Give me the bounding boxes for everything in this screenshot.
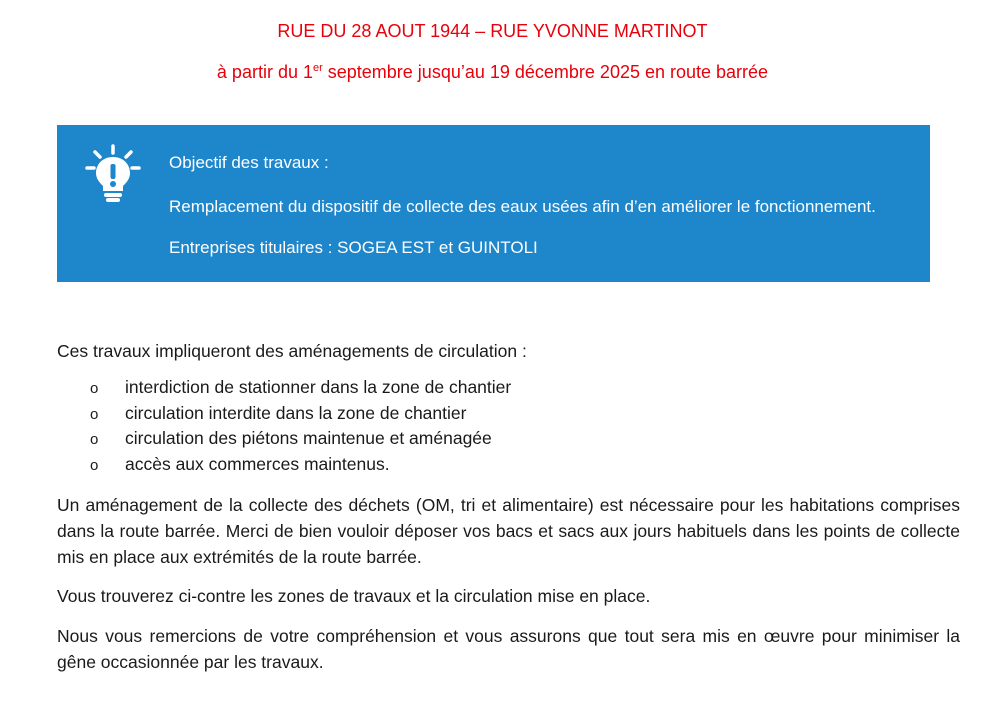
subtitle-start: à partir du 1 <box>216 62 313 82</box>
bullet-marker: o <box>90 380 99 397</box>
objective-description: Remplacement du dispositif de collecte des eaux usées afin d’en améliorer le fonctionnement. <box>169 197 876 216</box>
list-item <box>57 401 937 427</box>
bullet-marker: o <box>90 405 99 423</box>
traffic-measures-list <box>57 375 937 477</box>
list-item <box>57 452 937 478</box>
list-item <box>57 375 937 401</box>
map-reference-paragraph: Vous trouverez ci-contre les zones de travaux et la circulation mise en place. <box>57 586 651 606</box>
bullet-marker: o <box>90 431 99 448</box>
list-item-text: interdiction de stationner dans la zone de chantier <box>125 377 512 397</box>
lightbulb-alert-icon <box>81 144 145 204</box>
list-item <box>57 426 937 452</box>
intro-paragraph: Ces travaux impliqueront des aménagements de circulation : <box>57 341 527 361</box>
thanks-paragraph: Nous vous remercions de votre compréhension et vous assurons que tout sera mis en œuvre pour minimiser la gêne occasionnée par les travaux. <box>57 626 960 672</box>
objective-info-box <box>57 125 930 282</box>
page-title: RUE DU 28 AOUT 1944 – RUE YVONNE MARTINOT <box>277 21 708 41</box>
list-item-text: circulation des piétons maintenue et aménagée <box>125 428 492 448</box>
objective-heading: Objectif des travaux : <box>169 153 329 172</box>
list-item-text: accès aux commerces maintenus. <box>125 453 390 474</box>
waste-collection-paragraph: Un aménagement de la collecte des déchets (OM, tri et alimentaire) est nécessaire pour les habitations comprises dans la route barrée. Merci de bien vouloir déposer vos bacs et sacs aux jours habituels dans les points de collecte mis en place aux extrémités de la route barrée. <box>57 495 960 567</box>
bullet-marker: o <box>90 456 99 474</box>
page-subtitle <box>0 61 985 83</box>
list-item-text: circulation interdite dans la zone de chantier <box>125 402 467 423</box>
contractors-line: Entreprises titulaires : SOGEA EST et GUINTOLI <box>169 238 538 257</box>
subtitle-superscript: er <box>312 62 323 74</box>
subtitle-end: septembre jusqu’au 19 décembre 2025 en route barrée <box>322 62 769 82</box>
